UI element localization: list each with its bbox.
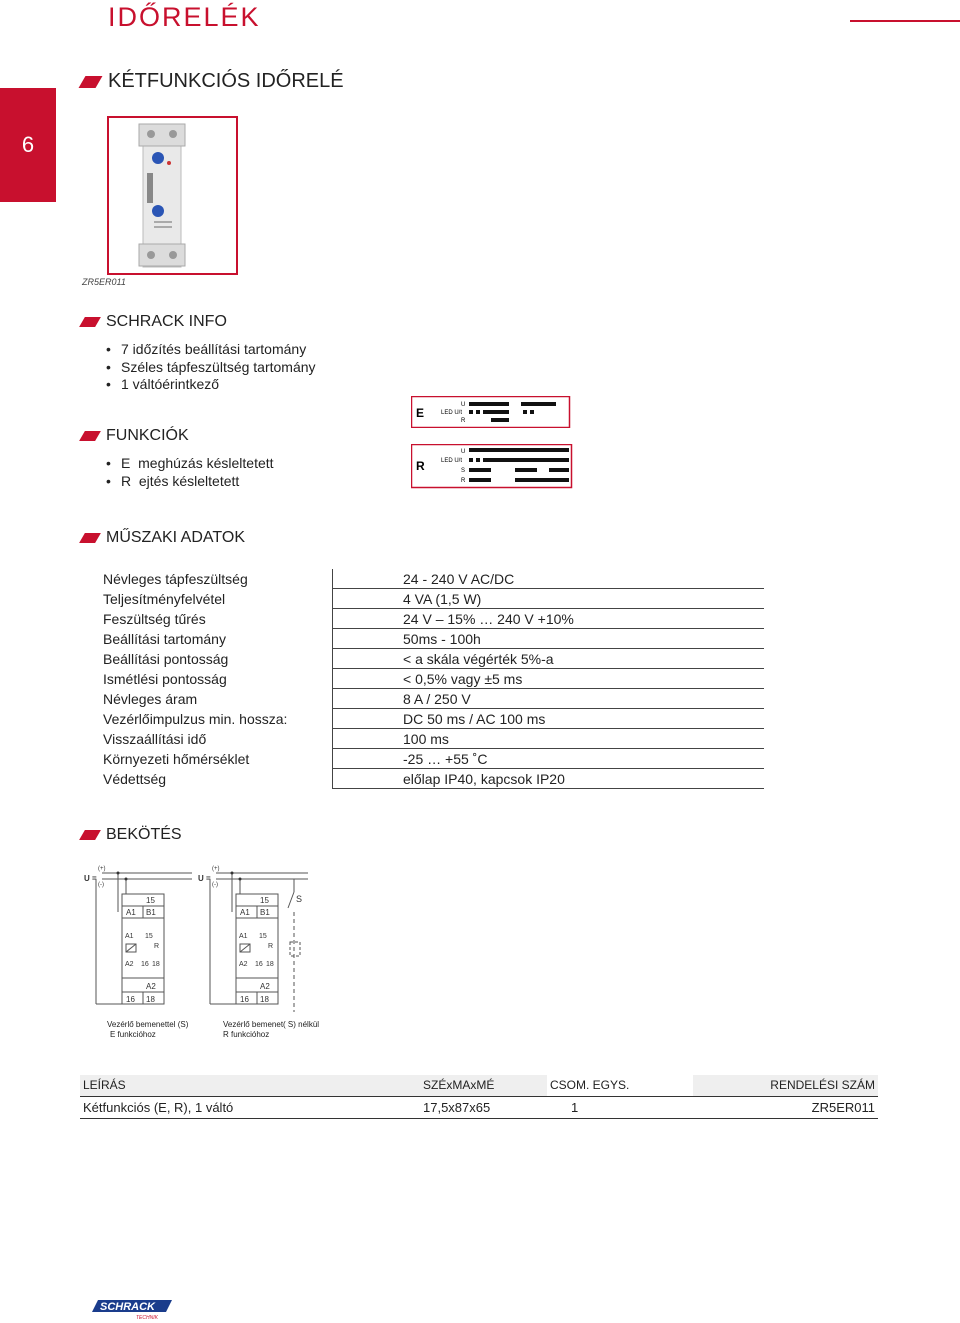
svg-text:A2: A2: [125, 961, 134, 968]
section-marker-icon: [79, 533, 101, 543]
svg-text:TECHNIK: TECHNIK: [136, 1315, 158, 1321]
svg-text:18: 18: [146, 995, 155, 1004]
spec-label: Névleges áram: [100, 689, 333, 709]
svg-text:16: 16: [141, 961, 149, 968]
diagram-e-label: E: [416, 406, 425, 420]
svg-text:A2: A2: [146, 982, 156, 991]
table-row: [100, 589, 764, 609]
svg-text:(+): (+): [212, 866, 220, 872]
table-row: [100, 669, 764, 689]
function-diagram-r: [411, 444, 573, 489]
page-number-tab: [0, 88, 56, 202]
caption-line: E funkcióhoz: [110, 1030, 156, 1039]
wiring-heading-text: BEKÖTÉS: [106, 826, 182, 843]
table-row: [100, 769, 764, 789]
product-image: [107, 116, 238, 275]
svg-text:(+): (+): [98, 866, 106, 872]
svg-text:B1: B1: [146, 908, 156, 917]
spec-value: DC 50 ms / AC 100 ms: [333, 709, 764, 729]
diagram-r-row: U: [461, 449, 466, 455]
section-marker-icon: [79, 830, 101, 840]
product-heading-text: KÉTFUNKCIÓS IDŐRELÉ: [108, 70, 344, 92]
spec-label: Visszaállítási idő: [100, 729, 333, 749]
svg-text:15: 15: [259, 933, 267, 940]
wiring-diagram-right: [196, 862, 312, 1014]
svg-text:16: 16: [126, 995, 135, 1004]
product-heading: [82, 70, 344, 93]
spec-value: < 0,5% vagy ±5 ms: [333, 669, 764, 689]
diagram-r-row: S: [461, 468, 466, 474]
section-marker-icon: [79, 431, 101, 441]
specs-heading: [82, 529, 245, 547]
spec-value: 100 ms: [333, 729, 764, 749]
wiring-heading: [82, 826, 182, 844]
order-table: [80, 1075, 878, 1119]
list-item: • 1 váltóérintkező: [106, 376, 316, 394]
spec-label: Ismétlési pontosság: [100, 669, 333, 689]
diagram-r-label: R: [416, 459, 425, 473]
table-cell: 1: [547, 1096, 693, 1118]
spec-value: -25 … +55 ˚C: [333, 749, 764, 769]
section-marker-icon: [79, 317, 101, 327]
table-row: [100, 689, 764, 709]
diagram-e-row: U: [461, 402, 466, 408]
svg-text:18: 18: [260, 995, 269, 1004]
list-item: • 7 időzítés beállítási tartomány: [106, 341, 316, 359]
section-marker-icon: [79, 76, 103, 88]
relay-illustration-icon: [109, 118, 236, 273]
svg-text:U =: U =: [198, 874, 211, 883]
table-row: [100, 609, 764, 629]
spec-value: 24 V – 15% … 240 V +10%: [333, 609, 764, 629]
page-title: IDŐRELÉK: [108, 2, 261, 32]
spec-label: Vezérlőimpulzus min. hossza:: [100, 709, 333, 729]
table-row: [80, 1096, 878, 1118]
table-row: [100, 709, 764, 729]
diagram-e-row: R: [461, 418, 466, 424]
svg-text:15: 15: [145, 933, 153, 940]
svg-text:U =: U =: [84, 874, 97, 883]
diagram-r-row: LED U/t: [441, 458, 463, 464]
caption-line: Vezérlő bemenettel (S): [107, 1020, 189, 1029]
functions-list: [106, 455, 274, 490]
svg-text:A2: A2: [260, 982, 270, 991]
svg-text:16: 16: [255, 961, 263, 968]
table-row: [100, 629, 764, 649]
svg-text:SCHRACK: SCHRACK: [100, 1301, 155, 1313]
info-heading: [82, 313, 227, 331]
spec-value: 4 VA (1,5 W): [333, 589, 764, 609]
svg-text:15: 15: [260, 896, 269, 905]
svg-text:(-): (-): [98, 882, 104, 888]
functions-heading: [82, 427, 189, 445]
spec-value: előlap IP40, kapcsok IP20: [333, 769, 764, 789]
product-code: ZR5ER011: [82, 277, 126, 287]
spec-value: 8 A / 250 V: [333, 689, 764, 709]
spec-label: Névleges tápfeszültség: [100, 569, 333, 589]
svg-text:R: R: [154, 943, 160, 950]
wiring-caption-left: [107, 1020, 188, 1040]
svg-text:A1: A1: [126, 908, 136, 917]
svg-text:S: S: [296, 894, 303, 904]
spec-label: Beállítási tartomány: [100, 629, 333, 649]
wiring-caption-right: [223, 1020, 319, 1040]
table-header-row: [80, 1075, 878, 1096]
spec-value: < a skála végérték 5%-a: [333, 649, 764, 669]
table-row: [100, 749, 764, 769]
column-header: SZÉxMAxMÉ: [420, 1075, 547, 1096]
list-item: • Széles tápfeszültség tartomány: [106, 359, 316, 377]
specs-table: [100, 569, 764, 789]
svg-text:18: 18: [152, 961, 160, 968]
svg-text:18: 18: [266, 961, 274, 968]
svg-text:16: 16: [240, 995, 249, 1004]
schrack-logo: [92, 1297, 174, 1321]
list-item: • R ejtés késleltetett: [106, 473, 274, 491]
svg-text:A1: A1: [239, 933, 248, 940]
svg-text:15: 15: [146, 896, 155, 905]
spec-value: 50ms - 100h: [333, 629, 764, 649]
column-header: RENDELÉSI SZÁM: [693, 1075, 878, 1096]
column-header: CSOM. EGYS.: [547, 1075, 693, 1096]
table-row: [100, 649, 764, 669]
table-row: [100, 569, 764, 589]
spec-value: 24 - 240 V AC/DC: [333, 569, 764, 589]
page-number: 6: [21, 132, 35, 157]
svg-text:A1: A1: [125, 933, 134, 940]
specs-heading-text: MŰSZAKI ADATOK: [106, 529, 245, 546]
diagram-r-row: R: [461, 478, 466, 484]
spec-label: Beállítási pontosság: [100, 649, 333, 669]
spec-label: Védettség: [100, 769, 333, 789]
info-heading-text: SCHRACK INFO: [106, 313, 227, 330]
column-header: LEÍRÁS: [80, 1075, 420, 1096]
function-diagram-e: [411, 396, 571, 428]
svg-text:A1: A1: [240, 908, 250, 917]
svg-text:A2: A2: [239, 961, 248, 968]
spec-label: Teljesítményfelvétel: [100, 589, 333, 609]
table-row: [100, 729, 764, 749]
diagram-e-row: LED U/t: [441, 410, 463, 416]
spec-label: Feszültség tűrés: [100, 609, 333, 629]
list-item: • E meghúzás késleltetett: [106, 455, 274, 473]
functions-heading-text: FUNKCIÓK: [106, 427, 189, 444]
table-cell: ZR5ER011: [693, 1096, 878, 1118]
caption-line: R funkcióhoz: [223, 1030, 270, 1039]
svg-text:(-): (-): [212, 882, 218, 888]
svg-text:B1: B1: [260, 908, 270, 917]
spec-label: Környezeti hőmérséklet: [100, 749, 333, 769]
header-rule: [850, 20, 960, 22]
table-cell: 17,5x87x65: [420, 1096, 547, 1118]
svg-text:R: R: [268, 943, 274, 950]
caption-line: Vezérlő bemenet( S) nélkül: [223, 1020, 320, 1029]
wiring-diagram-left: [84, 862, 194, 1014]
info-list: [106, 341, 316, 394]
table-cell: Kétfunkciós (E, R), 1 váltó: [80, 1096, 420, 1118]
